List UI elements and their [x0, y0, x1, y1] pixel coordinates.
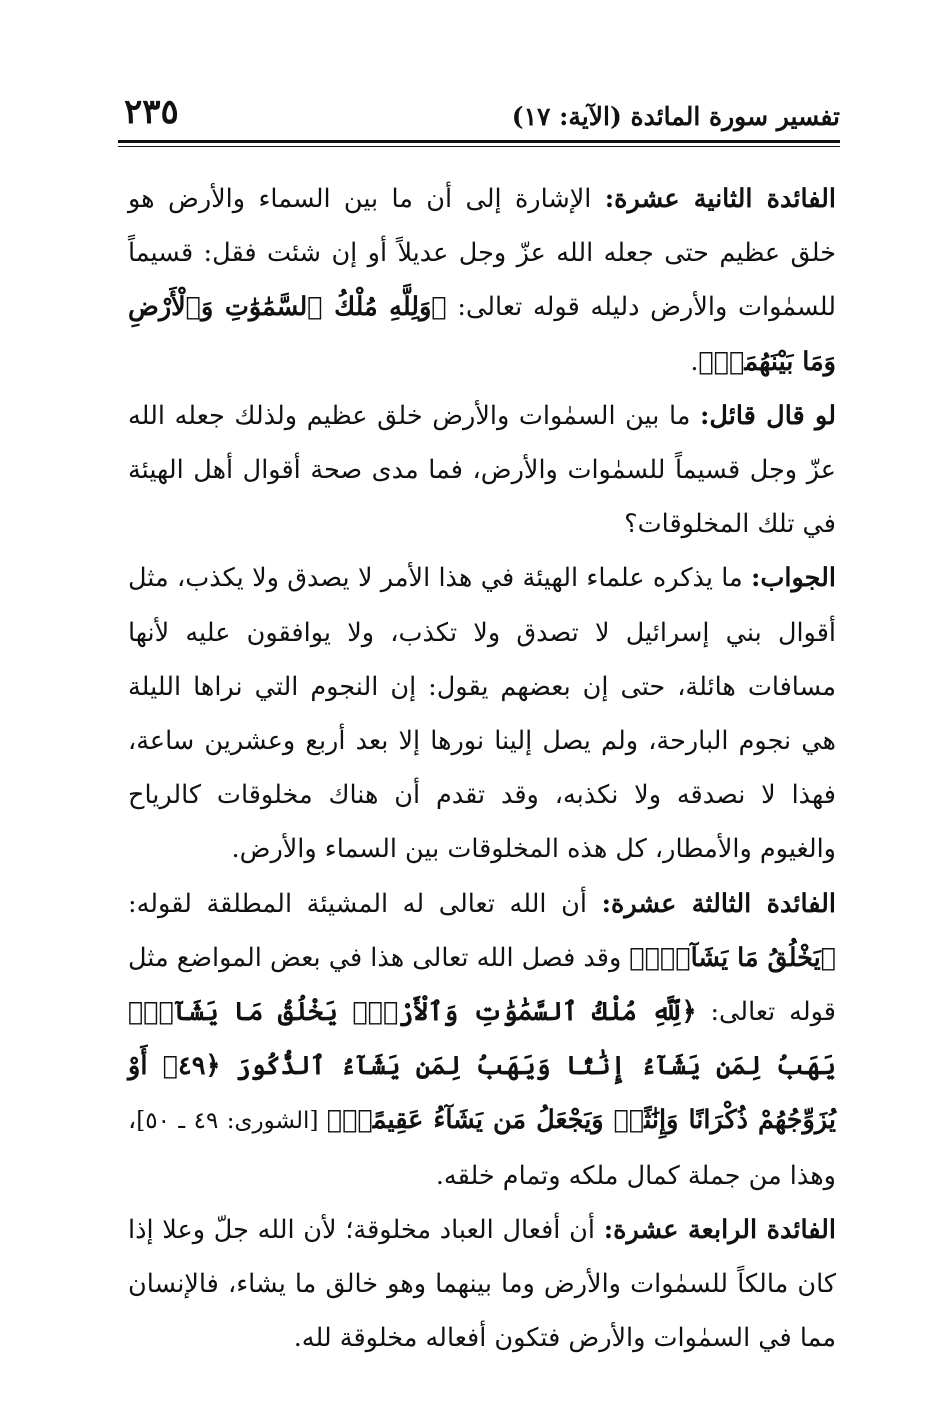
paragraph-answer — [128, 551, 836, 876]
paragraph-heading: الفائدة الثانية عشرة: — [604, 184, 836, 214]
paragraph-14th-benefit — [128, 1203, 836, 1366]
header-rule-thin — [118, 146, 840, 147]
paragraph-text: ، وهذا من جملة كمال ملكه وتمام خلقه. — [128, 1105, 836, 1191]
header-rule-thick — [118, 140, 840, 143]
paragraph-text: أن أفعال العباد مخلوقة؛ لأن الله جلّ وعلا إذا كان مالكاً للسمٰوات والأرض وما بينهما وهو خالق ما يشاء، فالإنسان مما في السمٰوات والأرض فتكون أفعاله مخلوقة لله. — [128, 1214, 836, 1354]
paragraph-question — [128, 389, 836, 552]
page-number: ٢٣٥ — [124, 92, 179, 132]
paragraph-text: أن الله تعالى له المشيئة المطلقة لقوله: — [128, 888, 602, 919]
paragraph-heading: الفائدة الرابعة عشرة: — [603, 1214, 836, 1245]
paragraph-heading: الفائدة الثالثة عشرة: — [601, 888, 836, 919]
running-title: تفسير سورة المائدة (الآية: ١٧) — [511, 102, 840, 131]
paragraph-heading: لو قال قائل: — [700, 400, 836, 431]
paragraph-text: وقد فصل الله تعالى هذا في بعض المواضع مثل قوله تعالى: — [128, 942, 836, 1028]
paragraph-heading: الجواب: — [751, 563, 836, 594]
paragraph-text: . — [690, 346, 699, 377]
verse-reference: [الشورى: ٤٩ ـ ٥٠] — [136, 1108, 327, 1135]
paragraph-text: الإشارة إلى أن ما بين السماء والأرض هو خلق عظيم حتى جعله الله عزّ وجل عديلاً أو إن شئت فقل: قسيماً للسمٰوات والأرض دليله قوله تعالى: — [128, 184, 836, 323]
page-header — [118, 92, 840, 136]
quran-verse: ﴿وَلِلَّهِ مُلْكُ ٱلسَّمَٰوَٰتِ وَٱلْأَرْضِ وَمَا بَيْنَهُمَآۚ﴾ — [128, 292, 836, 377]
paragraph-13th-benefit — [128, 877, 836, 1203]
quran-verse: ﴿لِّلَّهِ مُلْكُ ٱلسَّمَٰوَٰتِ وَٱلْأَرْضِۚ يَخْلُقُ مَا يَشَآءُۚ يَهَبُ لِمَن يَشَآءُ إِنَٰثًا وَيَهَبُ لِمَن يَشَآءُ ٱلذُّكُورَ ﴿٤٩﴾ أَوْ يُزَوِّجُهُمْ ذُكْرَانًا وَإِنَٰثًاۖ وَيَجْعَلُ مَن يَشَآءُ عَقِيمًاۚ﴾ — [128, 997, 836, 1136]
paragraph-12th-benefit — [128, 172, 836, 389]
body-text — [128, 172, 836, 1365]
paragraph-text: ما بين السمٰوات والأرض خلق عظيم ولذلك جعله الله عزّ وجل قسيماً للسمٰوات والأرض، فما مدى صحة أقوال أهل الهيئة في تلك المخلوقات؟ — [128, 400, 836, 540]
quran-verse: ﴿يَخْلُقُ مَا يَشَآءُۚ﴾ — [629, 942, 837, 973]
paragraph-text: ما يذكره علماء الهيئة في هذا الأمر لا يصدق ولا يكذب، مثل أقوال بني إسرائيل لا تصدق ولا تكذب، ولا يوافقون عليه لأنها مسافات هائلة، حتى إن بعضهم يقول: إن النجوم التي نراها الليلة هي نجوم البارحة، ولم يصل إلينا نورها إلا بعد أربع وعشرين ساعة، فهذا لا نصدقه ولا نكذبه، وقد تقدم أن هناك مخلوقات كالرياح والغيوم والأمطار، كل هذه المخلوقات بين السماء والأرض. — [128, 563, 836, 865]
